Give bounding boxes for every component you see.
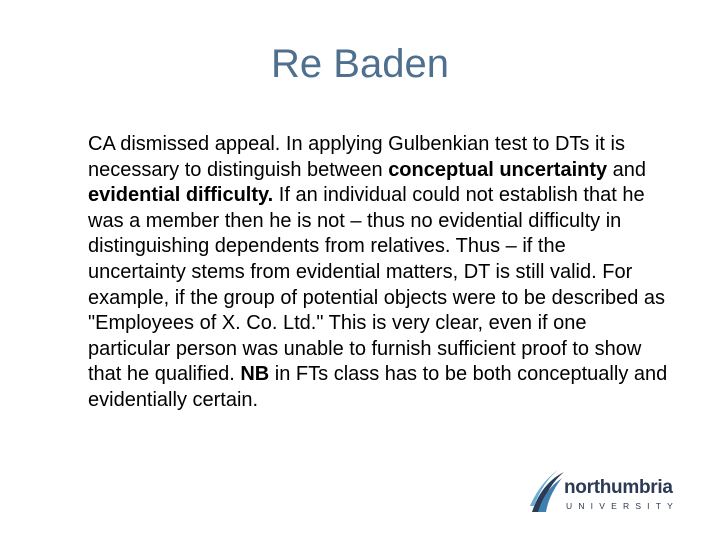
body-segment: CA dismissed appeal. In applying Gulbenkian test to DTs it is necessary to distinguish between	[88, 133, 625, 181]
logo-subtitle: UNIVERSITY	[566, 501, 680, 511]
slide-title: Re Baden	[271, 42, 449, 86]
body-segment: and	[607, 158, 647, 181]
body-segment-bold: evidential difficulty.	[88, 184, 274, 207]
slide-body-text	[88, 132, 668, 414]
northumbria-logo	[528, 466, 680, 516]
body-segment-bold: NB	[240, 363, 270, 386]
logo-wordmark: northumbria	[564, 477, 673, 498]
body-segment: If an individual could not establish that he was a member then he is not – thus no evidential difficulty in distinguishing dependents from relatives. Thus – if the uncertainty stems from evidential matters, DT is still valid. For example, if the group of potential objects were to be described as "Employees of X. Co. Ltd." This is very clear, even if one particular person was unable to furnish sufficient proof to show that he qualified.	[88, 184, 666, 386]
body-segment-bold: conceptual uncertainty	[388, 158, 608, 181]
swoosh-icon	[528, 466, 568, 516]
body-segment: in FTs class has to be both conceptually and evidentially certain.	[88, 363, 668, 411]
